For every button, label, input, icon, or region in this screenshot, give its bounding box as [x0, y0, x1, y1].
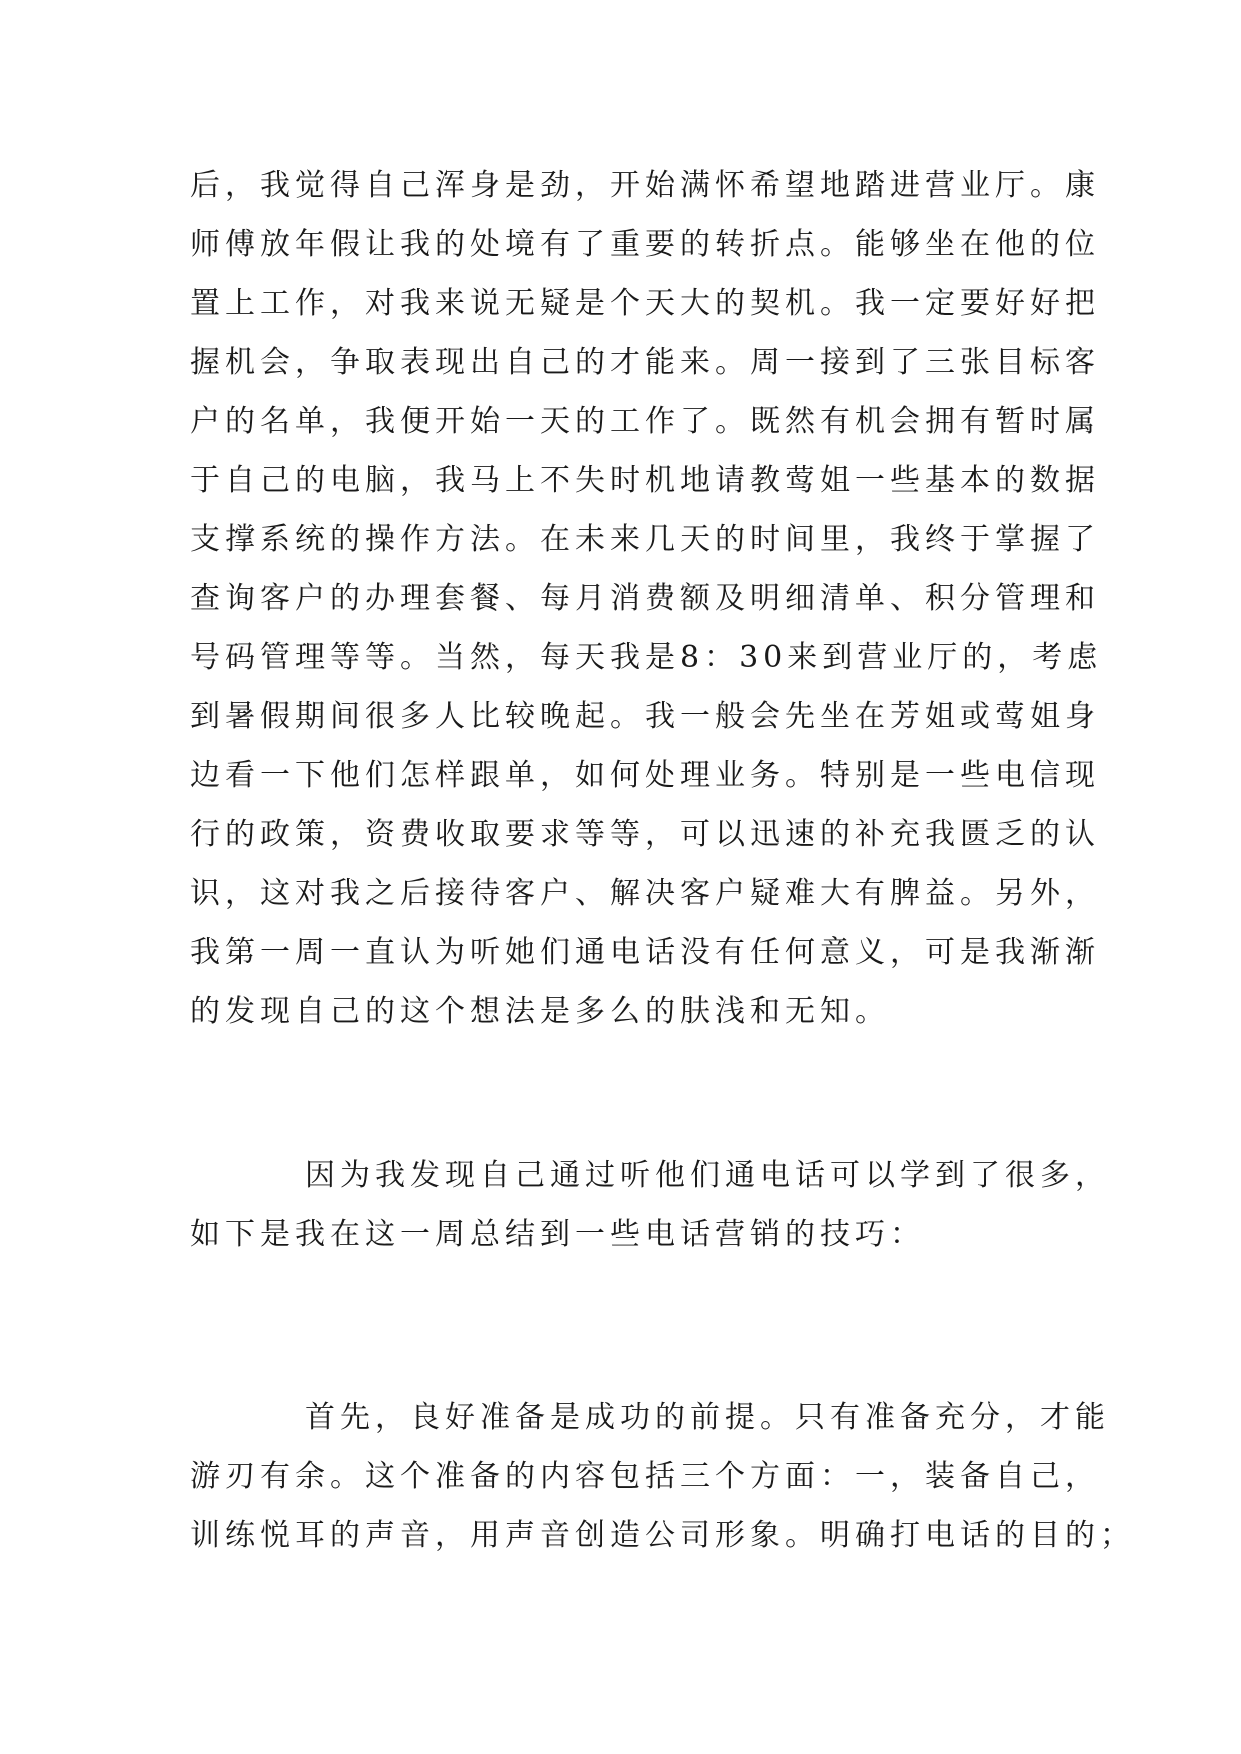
paragraph-1	[190, 156, 1103, 1041]
text-line: 握机会，争取表现出自己的才能来。周一接到了三张目标客	[190, 345, 1100, 380]
paragraph-3	[190, 1388, 1135, 1565]
text-line: 首先，良好准备是成功的前提。只有准备充分，才能	[305, 1400, 1110, 1435]
text-line: 游刃有余。这个准备的内容包括三个方面：一，装备自己，	[190, 1459, 1100, 1494]
text-line: 因为我发现自己通过听他们通电话可以学到了很多，	[305, 1158, 1110, 1193]
text-line: 后，我觉得自己浑身是劲，开始满怀希望地踏进营业厅。康	[190, 168, 1100, 203]
text-line: 边看一下他们怎样跟单，如何处理业务。特别是一些电信现	[190, 758, 1100, 793]
text-line: 如下是我在这一周总结到一些电话营销的技巧：	[190, 1217, 925, 1252]
text-line: 我第一周一直认为听她们通电话没有任何意义，可是我渐渐	[190, 935, 1100, 970]
paragraph-2	[190, 1146, 1110, 1264]
text-line: 识，这对我之后接待客户、解决客户疑难大有脾益。另外，	[190, 876, 1100, 911]
text-line: 训练悦耳的声音，用声音创造公司形象。明确打电话的目的；	[190, 1518, 1135, 1553]
text-line: 师傅放年假让我的处境有了重要的转折点。能够坐在他的位	[190, 227, 1100, 262]
text-line: 置上工作，对我来说无疑是个天大的契机。我一定要好好把	[190, 286, 1100, 321]
text-line: 户的名单，我便开始一天的工作了。既然有机会拥有暂时属	[190, 404, 1100, 439]
text-line: 于自己的电脑，我马上不失时机地请教莺姐一些基本的数据	[190, 463, 1100, 498]
text-line: 支撑系统的操作方法。在未来几天的时间里，我终于掌握了	[190, 522, 1100, 557]
text-line: 号码管理等等。当然，每天我是8：30来到营业厅的，考虑	[190, 640, 1103, 675]
text-line: 的发现自己的这个想法是多么的肤浅和无知。	[190, 994, 890, 1029]
text-line: 查询客户的办理套餐、每月消费额及明细清单、积分管理和	[190, 581, 1100, 616]
text-line: 行的政策，资费收取要求等等，可以迅速的补充我匮乏的认	[190, 817, 1100, 852]
text-line: 到暑假期间很多人比较晚起。我一般会先坐在芳姐或莺姐身	[190, 699, 1100, 734]
